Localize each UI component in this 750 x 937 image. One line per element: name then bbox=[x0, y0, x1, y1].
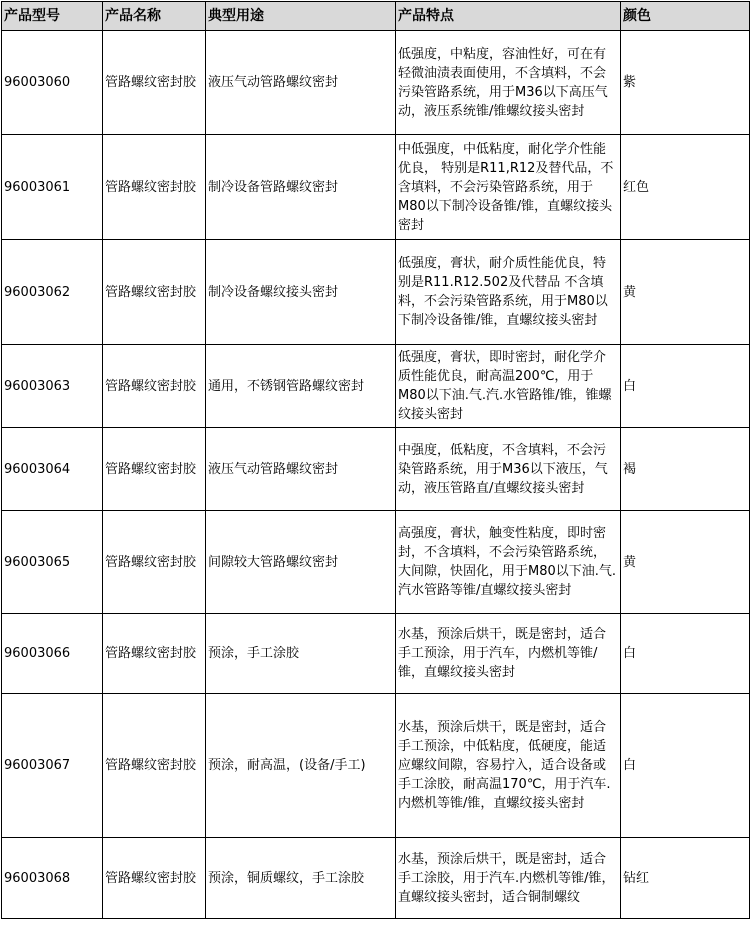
table-row bbox=[2, 511, 750, 614]
cell-features: 高强度，膏状，触变性粘度，即时密封，不含填料，不会污染管路系统，大间隙，快固化，用于M80以下油.气.汽水管路等锥/直螺纹接头密封 bbox=[396, 511, 621, 614]
cell-features: 中强度，低粘度，不含填料，不会污染管路系统，用于M36以下液压，气动，液压管路直/直螺纹接头密封 bbox=[396, 428, 621, 511]
cell-name: 管路螺纹密封胶 bbox=[103, 240, 206, 345]
cell-use: 通用，不锈钢管路螺纹密封 bbox=[206, 345, 396, 428]
cell-name: 管路螺纹密封胶 bbox=[103, 511, 206, 614]
cell-features: 低强度，膏状，耐介质性能优良，特别是R11.R12.502及代替品 不含填料，不会污染管路系统，用于M80以下制冷设备锥/锥，直螺纹接头密封 bbox=[396, 240, 621, 345]
cell-use: 液压气动管路螺纹密封 bbox=[206, 31, 396, 135]
cell-model: 96003064 bbox=[2, 428, 103, 511]
cell-model: 96003066 bbox=[2, 614, 103, 694]
cell-model: 96003067 bbox=[2, 694, 103, 838]
cell-color: 黄 bbox=[621, 511, 750, 614]
cell-color: 褐 bbox=[621, 428, 750, 511]
cell-color: 白 bbox=[621, 614, 750, 694]
cell-name: 管路螺纹密封胶 bbox=[103, 31, 206, 135]
cell-color: 红色 bbox=[621, 135, 750, 240]
cell-name: 管路螺纹密封胶 bbox=[103, 428, 206, 511]
table-row bbox=[2, 345, 750, 428]
header-row bbox=[2, 2, 750, 31]
product-spec-table bbox=[1, 1, 750, 919]
cell-name: 管路螺纹密封胶 bbox=[103, 614, 206, 694]
table-row bbox=[2, 838, 750, 919]
cell-name: 管路螺纹密封胶 bbox=[103, 838, 206, 919]
table-row bbox=[2, 694, 750, 838]
cell-use: 液压气动管路螺纹密封 bbox=[206, 428, 396, 511]
cell-features: 水基，预涂后烘干，既是密封，适合手工涂胶，用于汽车.内燃机等锥/锥，直螺纹接头密封，适合铜制螺纹 bbox=[396, 838, 621, 919]
cell-model: 96003061 bbox=[2, 135, 103, 240]
cell-features: 水基，预涂后烘干，既是密封，适合手工预涂，中低粘度，低硬度，能适应螺纹间隙，容易拧入，适合设备或手工涂胶，耐高温170℃，用于汽车.内燃机等锥/锥，直螺纹接头密封 bbox=[396, 694, 621, 838]
cell-name: 管路螺纹密封胶 bbox=[103, 694, 206, 838]
cell-color: 紫 bbox=[621, 31, 750, 135]
header-color: 颜色 bbox=[621, 2, 750, 31]
cell-model: 96003065 bbox=[2, 511, 103, 614]
header-use: 典型用途 bbox=[206, 2, 396, 31]
header-model: 产品型号 bbox=[2, 2, 103, 31]
cell-name: 管路螺纹密封胶 bbox=[103, 135, 206, 240]
header-name: 产品名称 bbox=[103, 2, 206, 31]
cell-color: 白 bbox=[621, 345, 750, 428]
cell-model: 96003060 bbox=[2, 31, 103, 135]
cell-use: 制冷设备螺纹接头密封 bbox=[206, 240, 396, 345]
cell-name: 管路螺纹密封胶 bbox=[103, 345, 206, 428]
table-row bbox=[2, 428, 750, 511]
table-row bbox=[2, 31, 750, 135]
cell-features: 低强度，膏状，即时密封，耐化学介质性能优良，耐高温200℃，用于M80以下油.气.汽.水管路锥/锥，锥螺纹接头密封 bbox=[396, 345, 621, 428]
cell-model: 96003063 bbox=[2, 345, 103, 428]
cell-use: 预涂，手工涂胶 bbox=[206, 614, 396, 694]
header-features: 产品特点 bbox=[396, 2, 621, 31]
cell-color: 白 bbox=[621, 694, 750, 838]
cell-use: 间隙较大管路螺纹密封 bbox=[206, 511, 396, 614]
cell-features: 低强度，中粘度，容油性好，可在有轻微油渍表面使用，不含填料，不会污染管路系统，用于M36以下高压气动，液压系统锥/锥螺纹接头密封 bbox=[396, 31, 621, 135]
cell-use: 制冷设备管路螺纹密封 bbox=[206, 135, 396, 240]
cell-color: 钻红 bbox=[621, 838, 750, 919]
cell-model: 96003068 bbox=[2, 838, 103, 919]
cell-color: 黄 bbox=[621, 240, 750, 345]
cell-features: 水基，预涂后烘干，既是密封，适合手工预涂，用于汽车，内燃机等锥/锥，直螺纹接头密封 bbox=[396, 614, 621, 694]
table-row bbox=[2, 135, 750, 240]
cell-features: 中低强度，中低粘度，耐化学介性能优良， 特别是R11,R12及替代品，不含填料，不会污染管路系统，用于M80以下制冷设备锥/锥，直螺纹接头密封 bbox=[396, 135, 621, 240]
cell-use: 预涂，铜质螺纹，手工涂胶 bbox=[206, 838, 396, 919]
table-row bbox=[2, 614, 750, 694]
cell-use: 预涂，耐高温，(设备/手工) bbox=[206, 694, 396, 838]
cell-model: 96003062 bbox=[2, 240, 103, 345]
table-row bbox=[2, 240, 750, 345]
